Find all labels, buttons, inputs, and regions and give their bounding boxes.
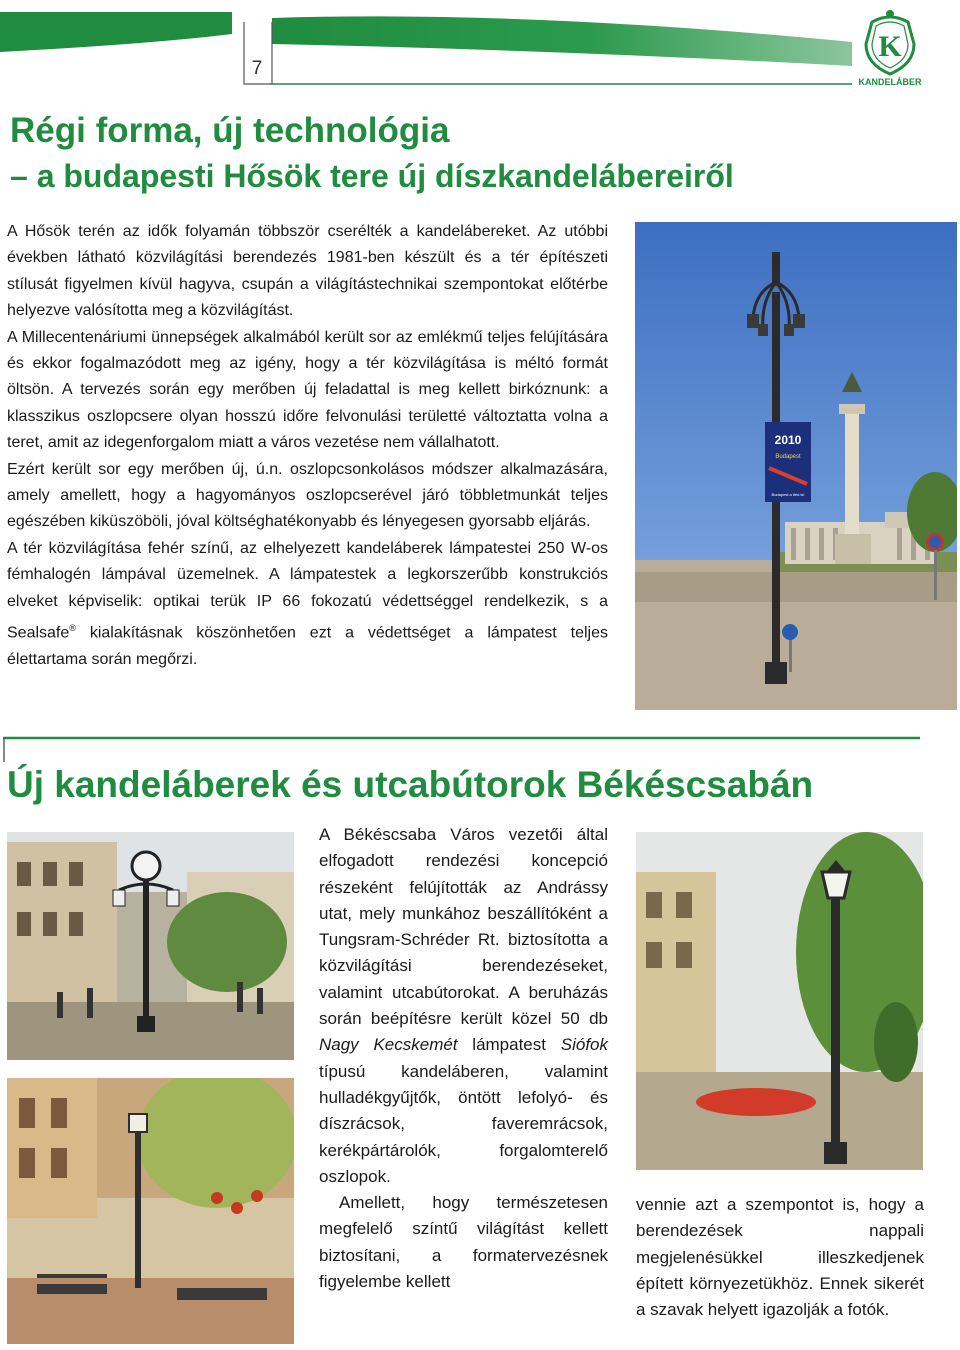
article1-paragraph: A Millecentenáriumi ünnepségek alkalmából került sor az emlékmű teljes felújítására és ekkor fogalmazódott meg az igény, hogy a tér közvilágítása is méltó formát öltsön. A tervezés során egy merőben új feladattal is meg kellett birkóznunk: a klasszikus oszlopcsere olyan hosszú időre felvonulási területté változtatta volna a teret, amit az idegenforgalom miatt a város vezetése nem vállalhatott. — [7, 328, 608, 452]
article1-subtitle: – a budapesti Hősök tere új díszkandelábereiről — [10, 158, 734, 194]
article1-paragraph: Ezért került sor egy merőben új, ú.n. oszlopcsonkolásos módszer alkalmazására, amely amellett, hogy a hagyományos oszlopcserével járó többletmunkát teljes egészében kiküszöböli, jóval költséghatékonyabb és lényegesen gyorsabb eljárás. — [7, 460, 608, 531]
registered-mark: ® — [69, 623, 76, 634]
article1-paragraph: A Hősök terén az idők folyamán többször cserélték a kandelábereket. Az utóbbi években látható közvilágítási berendezés 1981-ben készült és a tér építészeti stílusát figyelmen kívül hagyva, csupán a világítástechnikai szempontokat előtérbe helyezve valósította meg a közvilágítást. — [7, 223, 608, 320]
article1-body — [7, 219, 608, 673]
article2-paragraph: A Békéscsaba Város vezetői által elfogadott rendezési koncepció részeként felújították az Andrássy utat, mely munkához beszállítóként a Tungsram-Schréder Rt. biztosította a közvilágítási berendezéseket, valamint utcabútorokat. A beruházás során beépítésre került közel 50 db Nagy Kecskemét lámpatest Siófok típusú kandeláberen, valamint hulladékgyűjtők, öntött lefolyó- és díszrácsok, faveremrácsok, kerékpártárolók, forgalomterelő oszlopok. — [319, 825, 608, 1186]
header-band-right — [272, 16, 852, 66]
article2-body-continued: vennie azt a szempontot is, hogy a berendezések nappali megjelenésükkel illeszkedjenek épített környezetükhöz. Ennek sikerét a szavak helyett igazolják a fotók. — [636, 1195, 924, 1320]
banner-year: 2010 — [774, 433, 802, 447]
article1-paragraph: A tér közvilágítása fehér színű, az elhelyezett kandeláberek lámpatestei 250 W-os fémhalogén lámpával üzemelnek. A lámpatestek a legkorszerűbb konstrukciós elveket képviselik: optikai terük IP 66 fokozatú védettséggel rendelkezik, s a Sealsafe® kialakításnak köszönhetően ezt a védettséget a lámpatest teljes élettartama során megőrzi. — [7, 539, 608, 668]
banner-city: Budapest — [775, 454, 801, 460]
header-band — [0, 0, 960, 90]
lamp-name: Nagy Kecskemét — [319, 1035, 458, 1055]
section-divider — [0, 732, 930, 762]
photo-street-benches — [7, 1078, 294, 1344]
page-number: 7 — [251, 58, 263, 79]
photo-heroes-square — [635, 222, 957, 710]
photo-street-clock — [7, 832, 294, 1060]
banner-slogan: Budapest a tiéd is! — [771, 492, 805, 497]
article2-paragraph: Amellett, hogy természetesen megfelelő színtű világítást kellett biztosítani, a formatervezésnek figyelembe kellett — [319, 1193, 608, 1292]
header-band-left — [0, 12, 232, 52]
pole-type: Siófok — [560, 1035, 608, 1055]
logo-text: KANDELÁBER — [858, 77, 922, 87]
article1-title: Régi forma, új technológia — [10, 111, 450, 150]
logo-letter: K — [878, 30, 902, 63]
kandelaber-logo — [852, 4, 928, 88]
article2-title: Új kandeláberek és utcabútorok Békéscsabán — [7, 764, 814, 805]
photo-street-lamp — [636, 832, 923, 1170]
article2-body — [319, 822, 608, 1295]
